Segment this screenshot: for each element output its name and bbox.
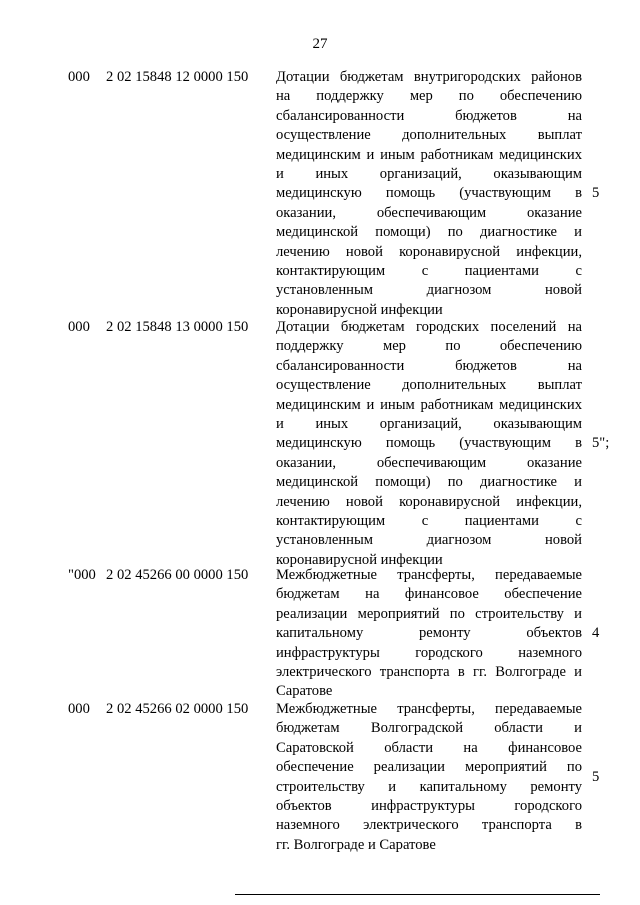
norm-percent: 5: [592, 185, 600, 202]
description-line: Дотации бюджетам внутригородских районов: [276, 69, 582, 85]
revenue-description: [276, 566, 582, 702]
revenue-description: [276, 318, 582, 570]
description-line: бюджетам на финансовое обеспечение: [276, 586, 582, 603]
description-line: медицинским и иным работникам медицинских: [276, 146, 582, 163]
description-line: контактирующим с пациентами с: [276, 262, 582, 279]
description-line: лечению новой коронавирусной инфекции,: [276, 493, 582, 510]
description-line: реализации мероприятий по строительству и: [276, 605, 582, 622]
description-line: осуществление дополнительных выплат: [276, 127, 582, 144]
norm-percent: 5: [592, 768, 600, 785]
description-line: оказании, обеспечивающим оказание: [276, 204, 582, 221]
description-line: оказании, обеспечивающим оказание: [276, 454, 582, 471]
revenue-description: [276, 68, 582, 320]
description-line: строительству и капитальному ремонту: [276, 778, 582, 795]
description-line: поддержку мер по обеспечению: [276, 338, 582, 355]
revenue-code: 2 02 15848 13 0000 150: [106, 319, 249, 335]
classification-code: [68, 700, 248, 719]
description-line: наземного электрического транспорта в: [276, 817, 582, 834]
revenue-code: 2 02 15848 12 0000 150: [106, 69, 249, 85]
description-line: на поддержку мер по обеспечению: [276, 88, 582, 105]
description-line: лечению новой коронавирусной инфекции,: [276, 243, 582, 260]
description-line: Межбюджетные трансферты, передаваемые: [276, 567, 582, 583]
description-line: медицинской помощи) по диагностике и: [276, 474, 582, 491]
description-line: осуществление дополнительных выплат: [276, 377, 582, 394]
administrator-code: 000: [68, 701, 90, 717]
description-line: медицинскую помощь (участвующим в: [276, 435, 582, 452]
revenue-code: 2 02 45266 02 0000 150: [106, 701, 249, 717]
description-line: и иных организаций, оказывающим: [276, 415, 582, 432]
description-line: медицинской помощи) по диагностике и: [276, 224, 582, 241]
description-line: гг. Волгограде и Саратове: [276, 836, 436, 853]
description-line: медицинскую помощь (участвующим в: [276, 185, 582, 202]
description-line: установленным диагнозом новой: [276, 282, 582, 299]
bottom-rule: [235, 894, 600, 895]
description-line: медицинским и иным работникам медицинских: [276, 396, 582, 413]
description-line: сбалансированности бюджетов на: [276, 357, 582, 374]
revenue-description: [276, 700, 582, 855]
description-line: установленным диагнозом новой: [276, 532, 582, 549]
description-line: контактирующим с пациентами с: [276, 512, 582, 529]
description-line: Саратове: [276, 683, 333, 700]
administrator-code: 000: [68, 69, 90, 85]
classification-code: [68, 68, 248, 87]
classification-code: [68, 566, 248, 585]
description-line: Межбюджетные трансферты, передаваемые: [276, 701, 582, 717]
administrator-code: 000: [68, 319, 90, 335]
page-number: 27: [312, 36, 328, 52]
administrator-code: "000: [68, 567, 96, 583]
description-line: коронавирусной инфекции: [276, 551, 443, 568]
description-line: Дотации бюджетам городских поселений на: [276, 319, 582, 335]
description-line: электрического транспорта в гг. Волгограде и: [276, 663, 582, 680]
description-line: бюджетам Волгоградской области и: [276, 720, 582, 737]
description-line: обеспечение реализации мероприятий по: [276, 759, 582, 776]
revenue-code: 2 02 45266 00 0000 150: [106, 567, 249, 583]
description-line: капитальному ремонту объектов: [276, 625, 582, 642]
norm-percent: 4: [592, 625, 600, 642]
description-line: Саратовской области на финансовое: [276, 739, 582, 756]
description-line: инфраструктуры городского наземного: [276, 644, 582, 661]
description-line: коронавирусной инфекции: [276, 301, 443, 318]
description-line: сбалансированности бюджетов на: [276, 107, 582, 124]
description-line: и иных организаций, оказывающим: [276, 165, 582, 182]
norm-percent: 5";: [592, 435, 610, 452]
description-line: объектов инфраструктуры городского: [276, 797, 582, 814]
classification-code: [68, 318, 248, 337]
